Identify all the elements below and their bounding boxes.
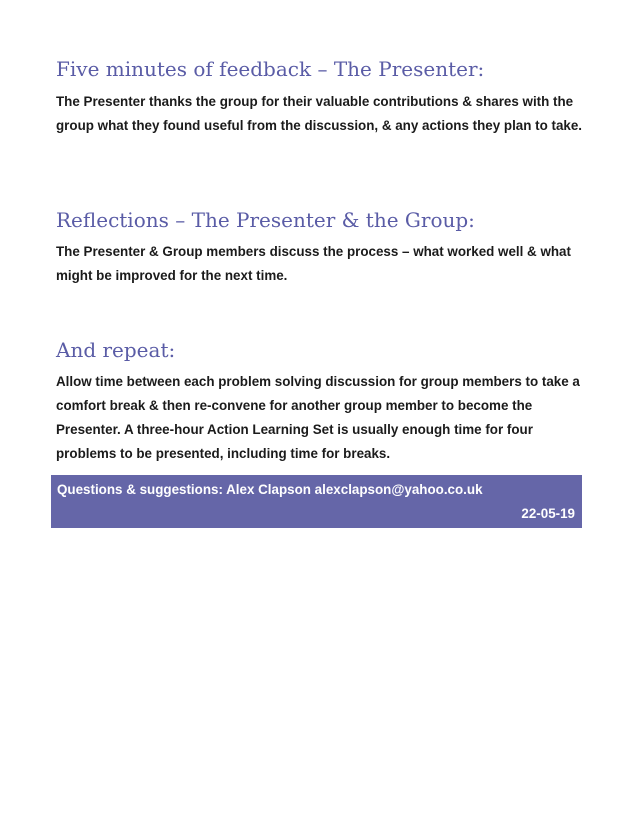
section-heading-reflections: Reflections – The Presenter & the Group: [56, 208, 475, 232]
section-heading-repeat: And repeat: [56, 338, 176, 362]
section-heading-feedback: Five minutes of feedback – The Presenter: [56, 57, 485, 81]
footer-contact-text: Questions & suggestions: Alex Clapson alexclapson@yahoo.co.uk [57, 482, 483, 497]
section-body-feedback: The Presenter thanks the group for their valuable contributions & shares with the group what they found useful from the discussion, & any actions they plan to take. [56, 94, 583, 133]
contact-footer [51, 475, 582, 528]
footer-date: 22-05-19 [521, 506, 575, 521]
section-body-reflections: The Presenter & Group members discuss the process – what worked well & what might be improved for the next time. [56, 244, 571, 283]
section-body-repeat: Allow time between each problem solving discussion for group members to take a comfort break & then re-convene for another group member to become the Presenter. A three-hour Action Learning Set is usually enough time for four problems to be presented, including time for breaks. [56, 374, 580, 461]
